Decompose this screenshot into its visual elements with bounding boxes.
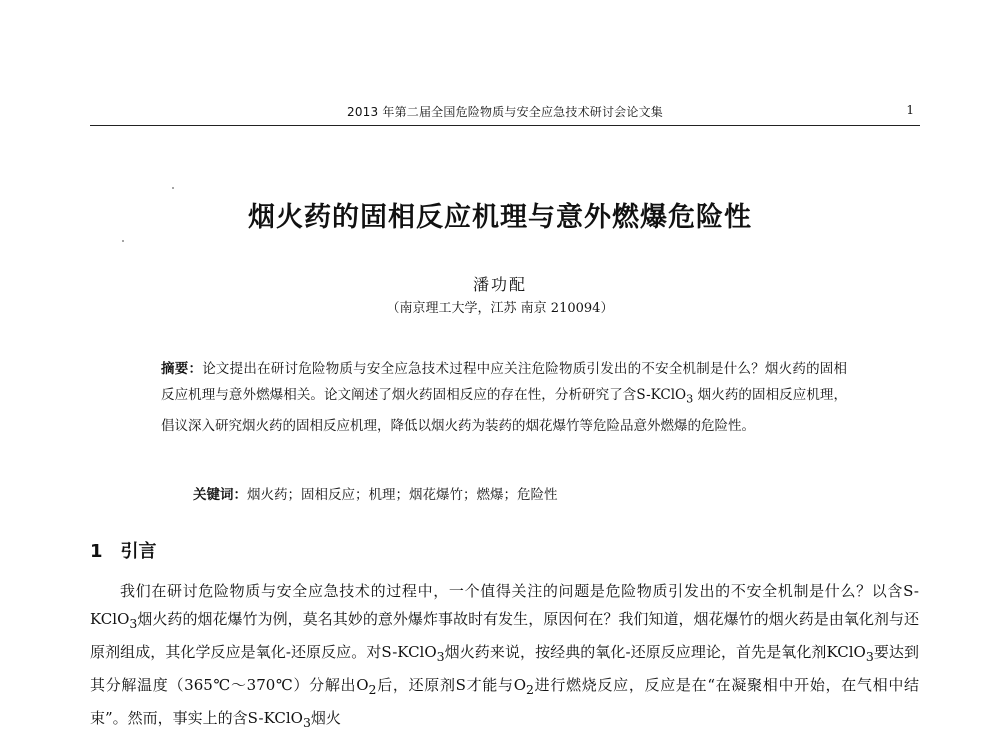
- subscript: 3: [865, 649, 874, 664]
- body-text-run: 后，还原剂S才能与O: [376, 676, 527, 694]
- section-title: 引言: [120, 541, 157, 562]
- scan-speck: [122, 240, 124, 242]
- paper-title: 烟火药的固相反应机理与意外燃爆危险性: [248, 202, 752, 233]
- section-number: 1: [90, 541, 103, 562]
- body-paragraph: [90, 577, 919, 737]
- subscript: 3: [686, 392, 694, 406]
- body-text-run: 要达到其分解温度（365℃～370℃）分解出O: [90, 643, 919, 694]
- running-header: [90, 99, 920, 126]
- abstract-text: 论文提出在研讨危险物质与安全应急技术过程中应关注危险物质引发出的不安全机制是什么？烟火药的固相反应机理与意外燃爆相关。论文阐述了烟火药固相反应的存在性，分析研究了含S-KClO: [161, 361, 848, 403]
- abstract-text-cont: 烟火药的固相反应机理，倡议深入研究烟火药的固相反应机理，降低以烟火药为装药的烟花爆竹等危险品意外燃爆的危险性。: [161, 387, 847, 434]
- body-text-run: 我们在研讨危险物质与安全应急技术的过程中，一个值得关注的问题是危险物质引发出的不安全机制是什么？以含S-KClO: [90, 582, 919, 628]
- scan-speck: [172, 187, 174, 189]
- section-heading: [90, 537, 157, 563]
- running-title: 2013 年第二届全国危险物质与安全应急技术研讨会论文集: [347, 105, 663, 119]
- page-number: 1: [906, 103, 914, 117]
- keywords: [193, 482, 853, 508]
- body-text-run: 烟火药的烟花爆竹为例，莫名其妙的意外爆炸事故时有发生，原因何在？我们知道，烟花爆竹的烟火药是由氧化剂与还原剂组成，其化学反应是氧化-还原反应。对S-KClO: [90, 610, 919, 661]
- body-text-run: 烟火药来说，按经典的氧化-还原反应理论，首先是氧化剂KClO: [444, 643, 866, 661]
- subscript: 3: [129, 616, 138, 631]
- body-text-run: 进行燃烧反应，反应是在“在凝聚相中开始，在气相中结束”。然而，事实上的含S-KClO: [90, 676, 920, 727]
- keywords-text: 烟火药；固相反应；机理；烟花爆竹；燃爆；危险性: [247, 487, 558, 503]
- body-text-run: 烟火: [310, 709, 341, 727]
- subscript: 3: [436, 649, 445, 664]
- author-affiliation: （南京理工大学，江苏 南京 210094）: [386, 301, 614, 316]
- abstract: [161, 356, 847, 439]
- keywords-label: 关键词：: [193, 487, 247, 503]
- abstract-label: 摘要：: [161, 361, 203, 377]
- subscript: 2: [368, 682, 377, 697]
- author-name: 潘功配: [472, 275, 527, 294]
- subscript: 2: [526, 682, 534, 697]
- subscript: 3: [302, 715, 311, 730]
